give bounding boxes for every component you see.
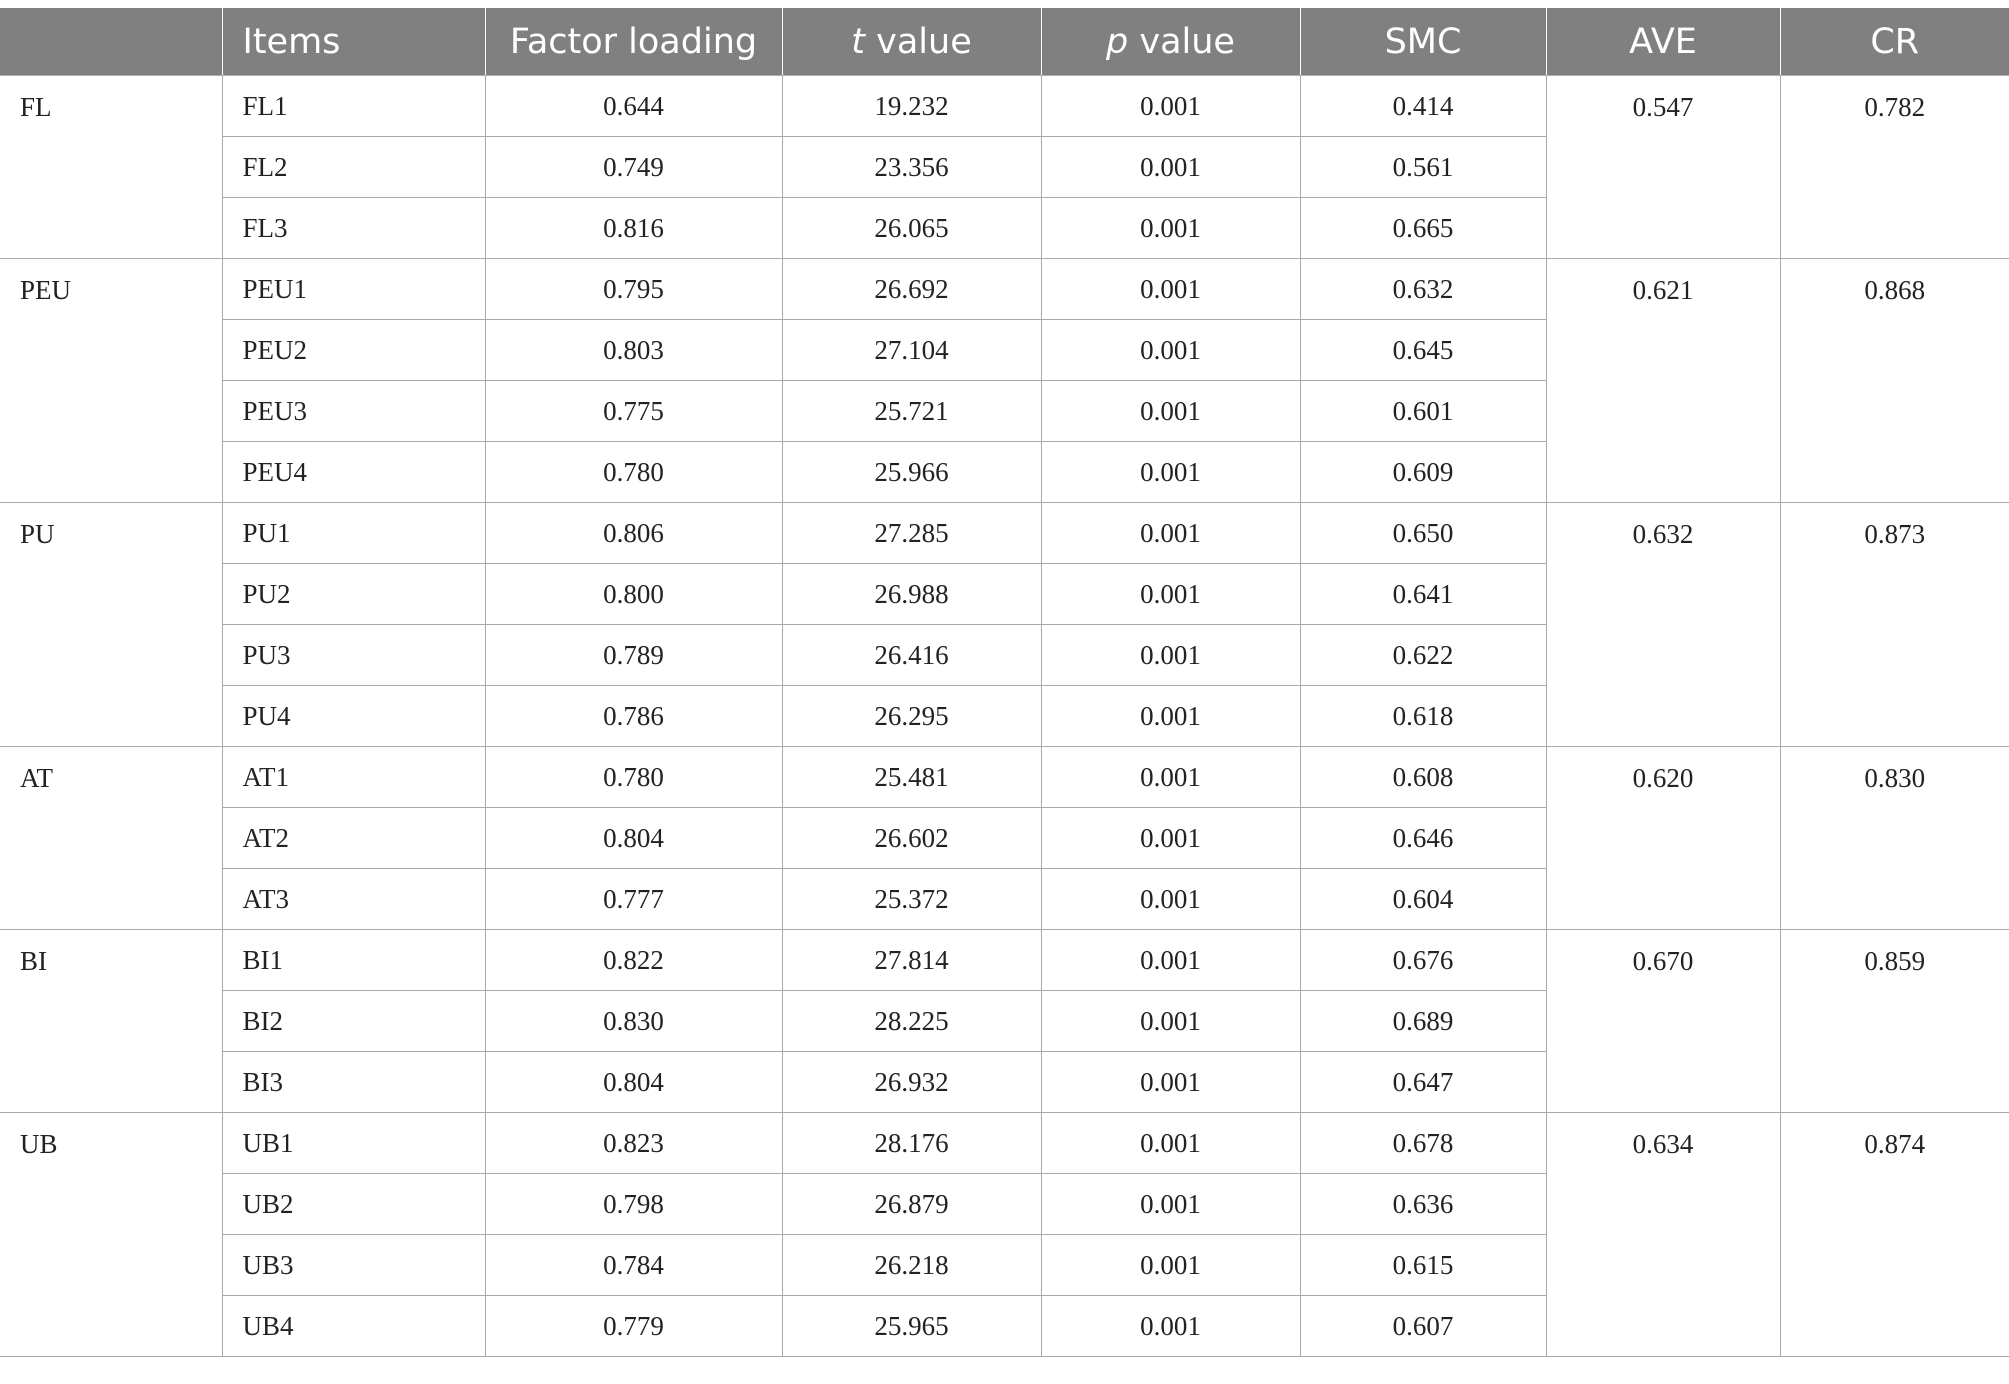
t-value-cell: 26.065 xyxy=(782,198,1041,259)
p-value-cell: 0.001 xyxy=(1041,381,1300,442)
smc-cell: 0.646 xyxy=(1300,808,1546,869)
factor-loading-cell: 0.749 xyxy=(485,137,782,198)
smc-cell: 0.609 xyxy=(1300,442,1546,503)
ave-cell: 0.670 xyxy=(1546,930,1780,1113)
item-cell: PEU2 xyxy=(222,320,485,381)
item-cell: FL2 xyxy=(222,137,485,198)
header-factor-loading: Factor loading xyxy=(485,8,782,76)
item-cell: AT3 xyxy=(222,869,485,930)
construct-cell: PEU xyxy=(0,259,222,503)
factor-loading-cell: 0.804 xyxy=(485,1052,782,1113)
header-cr: CR xyxy=(1780,8,2009,76)
cr-cell: 0.874 xyxy=(1780,1113,2009,1357)
measurement-model-table xyxy=(0,8,2009,1357)
factor-loading-cell: 0.786 xyxy=(485,686,782,747)
t-value-cell: 26.932 xyxy=(782,1052,1041,1113)
p-value-cell: 0.001 xyxy=(1041,1113,1300,1174)
p-value-cell: 0.001 xyxy=(1041,686,1300,747)
smc-cell: 0.632 xyxy=(1300,259,1546,320)
p-value-cell: 0.001 xyxy=(1041,259,1300,320)
smc-cell: 0.604 xyxy=(1300,869,1546,930)
t-value-cell: 26.692 xyxy=(782,259,1041,320)
construct-cell: FL xyxy=(0,76,222,259)
construct-cell: PU xyxy=(0,503,222,747)
smc-cell: 0.414 xyxy=(1300,76,1546,137)
header-row xyxy=(0,8,2009,76)
smc-cell: 0.689 xyxy=(1300,991,1546,1052)
factor-loading-cell: 0.777 xyxy=(485,869,782,930)
item-cell: AT1 xyxy=(222,747,485,808)
p-value-cell: 0.001 xyxy=(1041,1052,1300,1113)
item-cell: PU4 xyxy=(222,686,485,747)
smc-cell: 0.601 xyxy=(1300,381,1546,442)
cr-cell: 0.868 xyxy=(1780,259,2009,503)
t-value-cell: 26.295 xyxy=(782,686,1041,747)
t-value-cell: 25.721 xyxy=(782,381,1041,442)
ave-cell: 0.634 xyxy=(1546,1113,1780,1357)
p-value-cell: 0.001 xyxy=(1041,991,1300,1052)
factor-loading-cell: 0.780 xyxy=(485,747,782,808)
smc-cell: 0.561 xyxy=(1300,137,1546,198)
smc-cell: 0.608 xyxy=(1300,747,1546,808)
cr-cell: 0.782 xyxy=(1780,76,2009,259)
item-cell: PEU4 xyxy=(222,442,485,503)
t-value-cell: 28.176 xyxy=(782,1113,1041,1174)
smc-cell: 0.676 xyxy=(1300,930,1546,991)
item-cell: AT2 xyxy=(222,808,485,869)
table-row xyxy=(0,259,2009,320)
p-value-cell: 0.001 xyxy=(1041,808,1300,869)
item-cell: PU1 xyxy=(222,503,485,564)
p-value-cell: 0.001 xyxy=(1041,320,1300,381)
t-value-cell: 26.218 xyxy=(782,1235,1041,1296)
factor-loading-cell: 0.823 xyxy=(485,1113,782,1174)
item-cell: FL3 xyxy=(222,198,485,259)
p-value-cell: 0.001 xyxy=(1041,1296,1300,1357)
item-cell: BI1 xyxy=(222,930,485,991)
t-value-cell: 27.104 xyxy=(782,320,1041,381)
factor-loading-cell: 0.830 xyxy=(485,991,782,1052)
factor-loading-cell: 0.816 xyxy=(485,198,782,259)
t-value-cell: 26.602 xyxy=(782,808,1041,869)
header-p-symbol: p xyxy=(1106,21,1129,62)
smc-cell: 0.607 xyxy=(1300,1296,1546,1357)
table-row xyxy=(0,503,2009,564)
t-value-cell: 25.481 xyxy=(782,747,1041,808)
cr-cell: 0.859 xyxy=(1780,930,2009,1113)
t-value-cell: 19.232 xyxy=(782,76,1041,137)
t-value-cell: 26.988 xyxy=(782,564,1041,625)
construct-cell: AT xyxy=(0,747,222,930)
item-cell: PU2 xyxy=(222,564,485,625)
t-value-cell: 28.225 xyxy=(782,991,1041,1052)
item-cell: PEU1 xyxy=(222,259,485,320)
p-value-cell: 0.001 xyxy=(1041,930,1300,991)
header-construct xyxy=(0,8,222,76)
factor-loading-cell: 0.798 xyxy=(485,1174,782,1235)
t-value-cell: 25.965 xyxy=(782,1296,1041,1357)
t-value-cell: 25.966 xyxy=(782,442,1041,503)
ave-cell: 0.547 xyxy=(1546,76,1780,259)
table-body xyxy=(0,76,2009,1357)
header-items: Items xyxy=(222,8,485,76)
construct-cell: BI xyxy=(0,930,222,1113)
t-value-cell: 27.814 xyxy=(782,930,1041,991)
item-cell: FL1 xyxy=(222,76,485,137)
construct-cell: UB xyxy=(0,1113,222,1357)
p-value-cell: 0.001 xyxy=(1041,1174,1300,1235)
t-value-cell: 27.285 xyxy=(782,503,1041,564)
item-cell: UB4 xyxy=(222,1296,485,1357)
item-cell: BI2 xyxy=(222,991,485,1052)
smc-cell: 0.645 xyxy=(1300,320,1546,381)
item-cell: UB1 xyxy=(222,1113,485,1174)
factor-loading-cell: 0.789 xyxy=(485,625,782,686)
item-cell: BI3 xyxy=(222,1052,485,1113)
header-smc: SMC xyxy=(1300,8,1546,76)
p-value-cell: 0.001 xyxy=(1041,76,1300,137)
item-cell: PU3 xyxy=(222,625,485,686)
p-value-cell: 0.001 xyxy=(1041,747,1300,808)
ave-cell: 0.632 xyxy=(1546,503,1780,747)
p-value-cell: 0.001 xyxy=(1041,503,1300,564)
p-value-cell: 0.001 xyxy=(1041,137,1300,198)
header-p-label: value xyxy=(1128,21,1235,62)
factor-loading-cell: 0.822 xyxy=(485,930,782,991)
factor-loading-cell: 0.784 xyxy=(485,1235,782,1296)
header-ave: AVE xyxy=(1546,8,1780,76)
factor-loading-cell: 0.803 xyxy=(485,320,782,381)
t-value-cell: 26.879 xyxy=(782,1174,1041,1235)
p-value-cell: 0.001 xyxy=(1041,198,1300,259)
cr-cell: 0.873 xyxy=(1780,503,2009,747)
t-value-cell: 26.416 xyxy=(782,625,1041,686)
smc-cell: 0.650 xyxy=(1300,503,1546,564)
smc-cell: 0.647 xyxy=(1300,1052,1546,1113)
cr-cell: 0.830 xyxy=(1780,747,2009,930)
table-row xyxy=(0,747,2009,808)
smc-cell: 0.618 xyxy=(1300,686,1546,747)
smc-cell: 0.615 xyxy=(1300,1235,1546,1296)
table-row xyxy=(0,76,2009,137)
factor-loading-cell: 0.806 xyxy=(485,503,782,564)
smc-cell: 0.622 xyxy=(1300,625,1546,686)
header-p-value xyxy=(1041,8,1300,76)
smc-cell: 0.641 xyxy=(1300,564,1546,625)
smc-cell: 0.665 xyxy=(1300,198,1546,259)
factor-loading-cell: 0.804 xyxy=(485,808,782,869)
factor-loading-cell: 0.779 xyxy=(485,1296,782,1357)
p-value-cell: 0.001 xyxy=(1041,564,1300,625)
p-value-cell: 0.001 xyxy=(1041,869,1300,930)
p-value-cell: 0.001 xyxy=(1041,442,1300,503)
factor-loading-cell: 0.775 xyxy=(485,381,782,442)
factor-loading-cell: 0.644 xyxy=(485,76,782,137)
header-t-value xyxy=(782,8,1041,76)
table-row xyxy=(0,930,2009,991)
table-header xyxy=(0,8,2009,76)
item-cell: UB3 xyxy=(222,1235,485,1296)
table-row xyxy=(0,1113,2009,1174)
ave-cell: 0.621 xyxy=(1546,259,1780,503)
smc-cell: 0.636 xyxy=(1300,1174,1546,1235)
header-t-label: value xyxy=(865,21,972,62)
p-value-cell: 0.001 xyxy=(1041,625,1300,686)
smc-cell: 0.678 xyxy=(1300,1113,1546,1174)
t-value-cell: 25.372 xyxy=(782,869,1041,930)
header-t-symbol: t xyxy=(851,21,865,62)
factor-loading-cell: 0.800 xyxy=(485,564,782,625)
t-value-cell: 23.356 xyxy=(782,137,1041,198)
ave-cell: 0.620 xyxy=(1546,747,1780,930)
factor-loading-cell: 0.795 xyxy=(485,259,782,320)
item-cell: UB2 xyxy=(222,1174,485,1235)
item-cell: PEU3 xyxy=(222,381,485,442)
p-value-cell: 0.001 xyxy=(1041,1235,1300,1296)
factor-loading-cell: 0.780 xyxy=(485,442,782,503)
